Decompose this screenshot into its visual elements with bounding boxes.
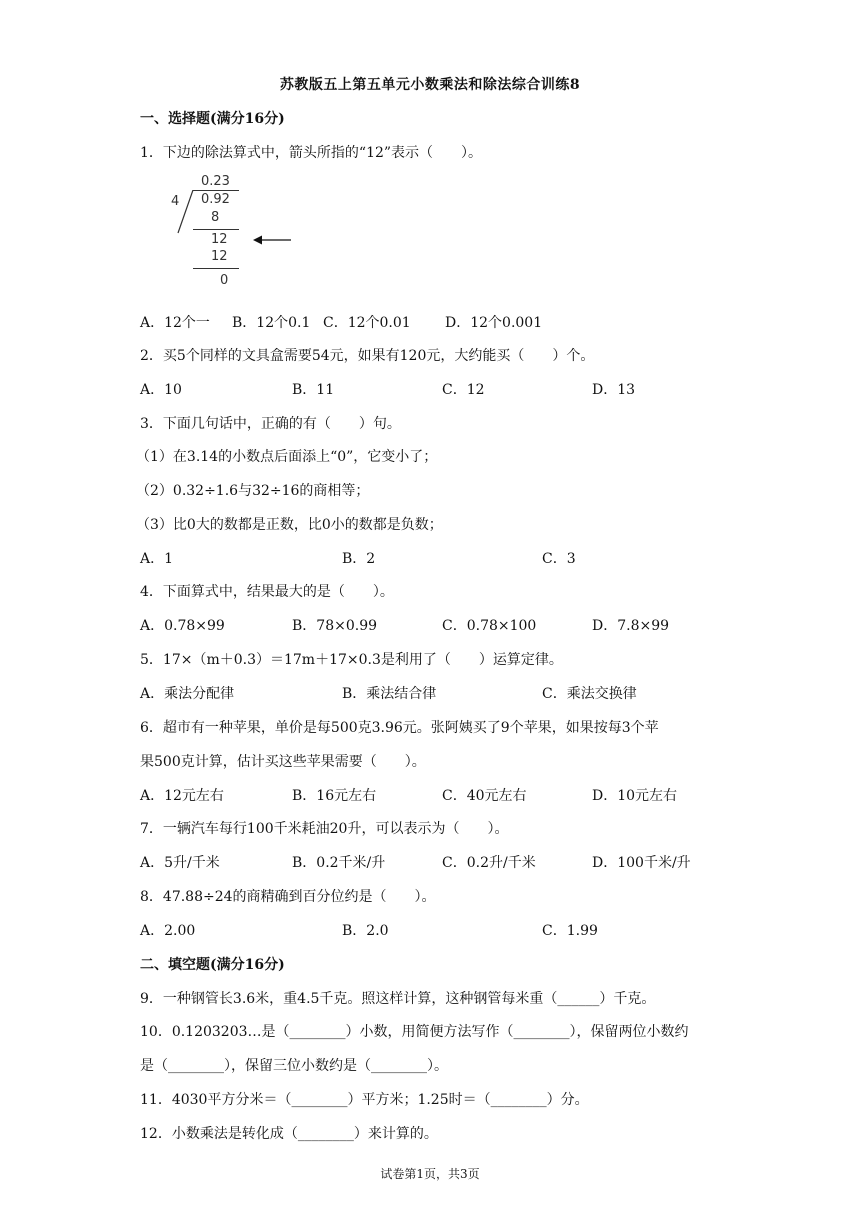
q2-option-a: A．10 — [140, 382, 182, 398]
q3-item-1: （1）在3.14的小数点后面添上“0”，它变小了； — [136, 449, 438, 465]
q7-option-a: A．5升/千米 — [140, 855, 220, 871]
step-1: 8 — [211, 210, 220, 225]
q1-option-b: B．12个0.1 — [232, 315, 311, 331]
q5-option-b: B．乘法结合律 — [342, 686, 437, 702]
question-10-line-1: 10．0.1203203…是（________）小数，用简便方法写作（________），保留两位小数约 — [140, 1024, 689, 1040]
step-2: 12 — [211, 232, 228, 247]
q3-option-a: A．1 — [140, 551, 174, 567]
long-division-figure — [165, 170, 305, 295]
dividend: 0.92 — [201, 192, 230, 207]
section-heading-fill-in: 二、填空题(满分16分) — [140, 957, 285, 973]
q6-option-a: A．12元左右 — [140, 788, 224, 804]
q7-option-b: B．0.2千米/升 — [292, 855, 386, 871]
left-arrow-icon — [253, 234, 293, 246]
step-3: 12 — [211, 249, 228, 264]
q4-option-a: A．0.78×99 — [140, 618, 225, 634]
q3-option-c: C．3 — [542, 551, 576, 567]
remainder: 0 — [220, 273, 229, 288]
question-5-stem: 5．17×（m＋0.3）＝17m＋17×0.3是利用了（ ）运算定律。 — [140, 652, 563, 668]
section-heading-choice: 一、选择题(满分16分) — [140, 111, 285, 127]
q8-option-a: A．2.00 — [140, 923, 196, 939]
division-bar — [193, 190, 239, 191]
q3-option-b: B．2 — [342, 551, 376, 567]
q2-option-d: D．13 — [592, 382, 636, 398]
rule-2 — [193, 268, 239, 269]
page-footer: 试卷第1页，共3页 — [380, 1167, 480, 1181]
q4-option-d: D．7.8×99 — [592, 618, 670, 634]
rule-1 — [193, 229, 239, 230]
q6-option-b: B．16元左右 — [292, 788, 377, 804]
q5-option-c: C．乘法交换律 — [542, 686, 637, 702]
q6-option-c: C．40元左右 — [442, 788, 527, 804]
page-title: 苏教版五上第五单元小数乘法和除法综合训练8 — [279, 77, 581, 93]
q4-option-b: B．78×0.99 — [292, 618, 378, 634]
q3-item-3: （3）比0大的数都是正数，比0小的数都是负数； — [136, 517, 443, 533]
q8-option-b: B．2.0 — [342, 923, 389, 939]
divisor: 4 — [171, 194, 180, 209]
q6-option-d: D．10元左右 — [592, 788, 678, 804]
q2-option-c: C．12 — [442, 382, 485, 398]
q4-option-c: C．0.78×100 — [442, 618, 537, 634]
question-6-stem-line-1: 6．超市有一种苹果，单价是每500克3.96元。张阿姨买了9个苹果，如果按每3个苹 — [140, 720, 659, 736]
question-3-stem: 3．下面几句话中，正确的有（ ）句。 — [140, 416, 401, 432]
q7-option-d: D．100千米/升 — [592, 855, 691, 871]
q8-option-c: C．1.99 — [542, 923, 598, 939]
q1-option-c: C．12个0.01 — [323, 315, 411, 331]
question-4-stem: 4．下面算式中，结果最大的是（ ）。 — [140, 584, 394, 600]
q3-item-2: （2）0.32÷1.6与32÷16的商相等； — [136, 483, 370, 499]
quotient: 0.23 — [201, 174, 230, 189]
q1-option-d: D．12个0.001 — [445, 315, 543, 331]
q1-option-a: A．12个一 — [140, 315, 210, 331]
question-10-line-2: 是（________），保留三位小数约是（________）。 — [140, 1058, 448, 1074]
question-12: 12．小数乘法是转化成（________）来计算的。 — [140, 1126, 438, 1142]
question-1-stem: 1．下边的除法算式中，箭头所指的“12”表示（ ）。 — [140, 145, 483, 161]
q2-option-b: B．11 — [292, 382, 335, 398]
question-9: 9．一种钢管长3.6米，重4.5千克。照这样计算，这种钢管每米重（______）千克。 — [140, 991, 656, 1007]
q5-option-a: A．乘法分配律 — [140, 686, 235, 702]
question-7-stem: 7．一辆汽车每行100千米耗油20升，可以表示为（ ）。 — [140, 821, 509, 837]
q7-option-c: C．0.2升/千米 — [442, 855, 536, 871]
question-8-stem: 8．47.88÷24的商精确到百分位约是（ ）。 — [140, 889, 436, 905]
question-11: 11．4030平方分米＝（________）平方米；1.25时＝（________）分。 — [140, 1092, 589, 1108]
question-2-stem: 2．买5个同样的文具盒需要54元，如果有120元，大约能买（ ）个。 — [140, 348, 595, 364]
question-6-stem-line-2: 果500克计算，估计买这些苹果需要（ ）。 — [140, 754, 426, 770]
